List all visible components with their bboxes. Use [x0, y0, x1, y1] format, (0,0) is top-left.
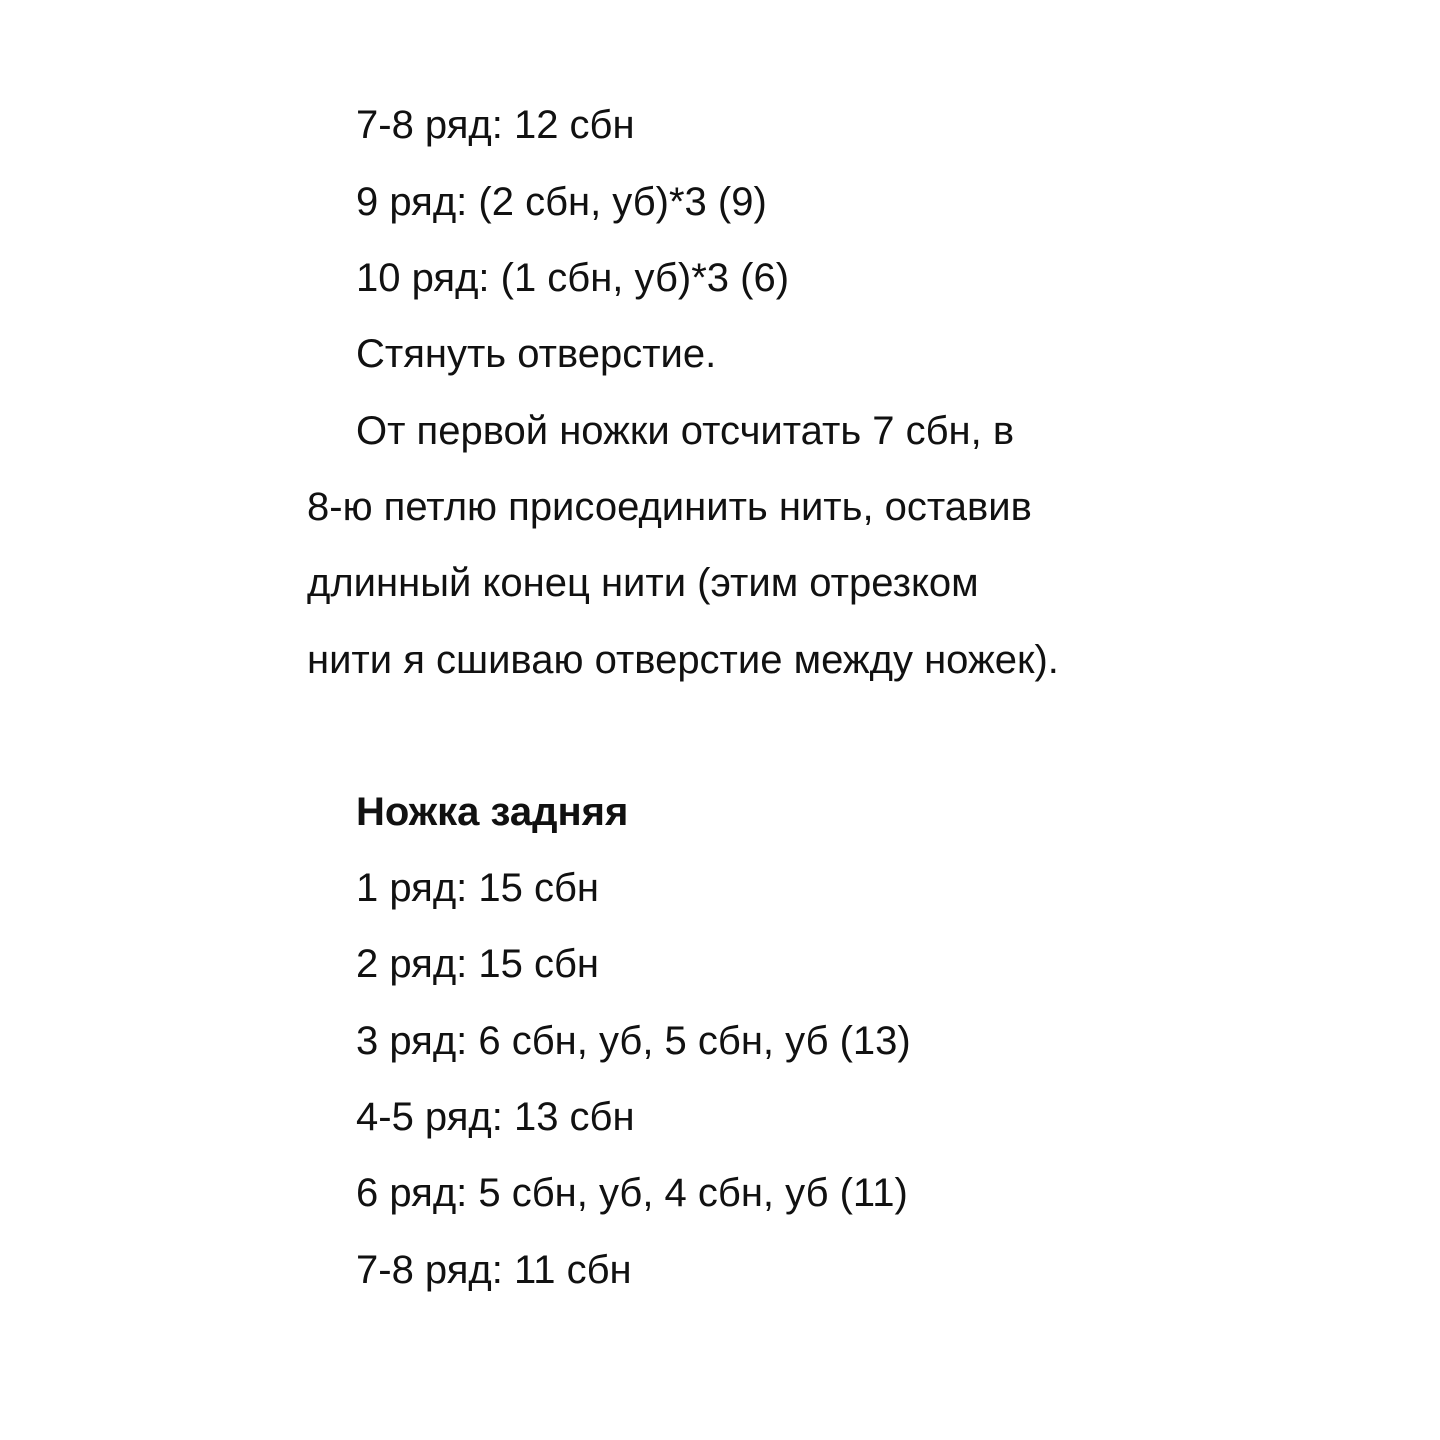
row-text: 9 ряд: (2 сбн, уб)*3 (9) [356, 180, 767, 224]
paragraph-line: 8-ю петлю присоединить нить, оставив [307, 485, 1032, 529]
instruction-text: Стянуть отверстие. [356, 332, 717, 376]
row-text: 7-8 ряд: 11 сбн [356, 1248, 632, 1292]
paragraph-line: От первой ножки отсчитать 7 сбн, в [356, 409, 1015, 453]
paragraph-line: нити я сшиваю отверстие между ножек). [307, 638, 1059, 682]
row-text: 7-8 ряд: 12 сбн [356, 103, 635, 147]
section-heading: Ножка задняя [356, 790, 629, 834]
row-text: 3 ряд: 6 сбн, уб, 5 сбн, уб (13) [356, 1019, 911, 1063]
row-text: 6 ряд: 5 сбн, уб, 4 сбн, уб (11) [356, 1171, 908, 1215]
row-text: 1 ряд: 15 сбн [356, 866, 599, 910]
paragraph-line: длинный конец нити (этим отрезком [307, 561, 979, 605]
row-text: 4-5 ряд: 13 сбн [356, 1095, 635, 1139]
row-text: 2 ряд: 15 сбн [356, 942, 599, 986]
row-text: 10 ряд: (1 сбн, уб)*3 (6) [356, 256, 790, 300]
